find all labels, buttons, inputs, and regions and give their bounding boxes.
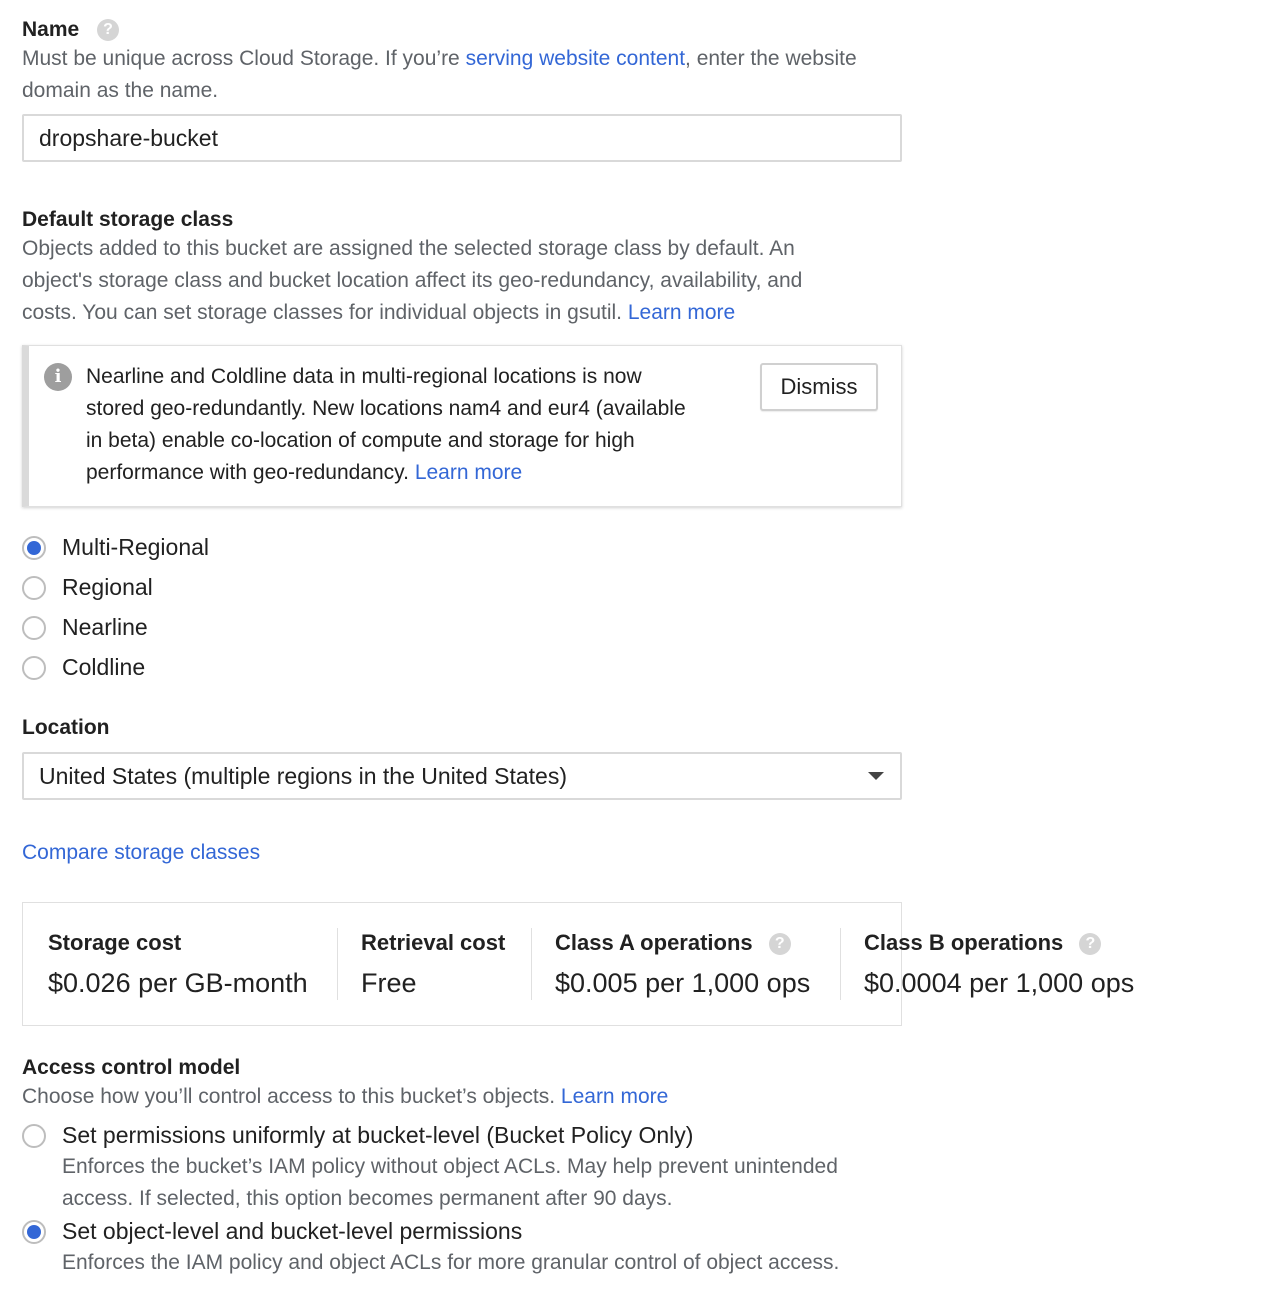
notice-line2: stored geo-redundantly. New locations nam4 and eur4 (available: [86, 397, 686, 420]
name-desc-line2: domain as the name.: [22, 79, 219, 102]
geo-redundancy-notice: [22, 345, 902, 507]
retrieval-cost-title: Retrieval cost: [361, 930, 506, 955]
bucket-name-input[interactable]: [22, 114, 902, 162]
serving-website-content-link[interactable]: serving website content: [465, 47, 686, 70]
notice-learn-more-link[interactable]: Learn more: [414, 461, 523, 484]
info-icon: i: [44, 363, 72, 391]
compare-storage-classes-link[interactable]: Compare storage classes: [22, 841, 261, 864]
storage-class-option-nearline[interactable]: [22, 614, 148, 641]
option-label-regional: Regional: [62, 574, 153, 600]
access-option-object-level[interactable]: [22, 1218, 522, 1245]
storage-class-description: [22, 233, 922, 329]
access-option1-desc-line2: access. If selected, this option becomes permanent after 90 days.: [62, 1187, 673, 1210]
question-mark-icon[interactable]: ?: [769, 933, 791, 955]
access-option1-desc-line1: Enforces the bucket’s IAM policy without object ACLs. May help prevent unintended: [62, 1155, 838, 1178]
radio-object-level[interactable]: [22, 1220, 46, 1244]
cost-summary-box: [22, 902, 902, 1026]
class-a-title-label: Class A operations: [555, 930, 753, 955]
storage-cost-value: $0.026 per GB-month: [48, 968, 308, 998]
cost-divider: [840, 928, 841, 1000]
question-mark-icon[interactable]: ?: [1079, 933, 1101, 955]
location-heading: Location: [22, 716, 110, 739]
radio-multi-regional[interactable]: [22, 536, 46, 560]
access-control-heading: Access control model: [22, 1056, 241, 1079]
name-heading: [22, 18, 119, 42]
access-option1-label: Set permissions uniformly at bucket-level (Bucket Policy Only): [62, 1122, 694, 1148]
access-learn-more-link[interactable]: Learn more: [560, 1085, 669, 1108]
access-option1-description: [62, 1151, 922, 1215]
location-selected-value: United States (multiple regions in the United States): [39, 762, 567, 789]
notice-line1: Nearline and Coldline data in multi-regional locations is now: [86, 365, 642, 388]
cost-divider: [531, 928, 532, 1000]
access-desc-text: Choose how you’ll control access to this bucket’s objects.: [22, 1085, 556, 1108]
caret-down-icon: [868, 772, 884, 780]
storage-class-learn-more-link[interactable]: Learn more: [627, 301, 736, 324]
storage-class-option-multi-regional[interactable]: [22, 534, 209, 561]
radio-selected-dot: [27, 541, 41, 555]
class-b-title-label: Class B operations: [864, 930, 1064, 955]
option-label-nearline: Nearline: [62, 614, 148, 640]
question-mark-icon[interactable]: ?: [97, 19, 119, 41]
option-label-multi-regional: Multi-Regional: [62, 534, 210, 560]
name-heading-label: Name: [22, 18, 80, 41]
access-option2-description: Enforces the IAM policy and object ACLs for more granular control of object access.: [62, 1251, 840, 1274]
access-option-bucket-policy-only[interactable]: [22, 1122, 693, 1149]
storage-class-option-regional[interactable]: [22, 574, 153, 601]
location-select[interactable]: [22, 752, 902, 800]
storage-cost-title: Storage cost: [48, 930, 182, 955]
name-desc-text-after: , enter the website: [685, 47, 857, 70]
class-a-operations-value: $0.005 per 1,000 ops: [555, 968, 811, 998]
radio-bucket-policy-only[interactable]: [22, 1124, 46, 1148]
storage-desc-line2: object's storage class and bucket location affect its geo-redundancy, availability, and: [22, 269, 803, 292]
notice-line3: in beta) enable co-location of compute and storage for high: [86, 429, 635, 452]
radio-selected-dot: [27, 1225, 41, 1239]
notice-text: [86, 361, 746, 489]
access-option2-label: Set object-level and bucket-level permissions: [62, 1218, 523, 1244]
radio-coldline[interactable]: [22, 656, 46, 680]
retrieval-cost-value: Free: [361, 968, 417, 998]
cost-divider: [337, 928, 338, 1000]
radio-regional[interactable]: [22, 576, 46, 600]
storage-class-heading: Default storage class: [22, 208, 234, 231]
bucket-name-value: dropshare-bucket: [39, 124, 218, 151]
class-b-operations-title: [864, 930, 1101, 956]
dismiss-button[interactable]: Dismiss: [760, 363, 878, 411]
option-label-coldline: Coldline: [62, 654, 146, 680]
access-control-description: [22, 1081, 668, 1113]
notice-line4: performance with geo-redundancy.: [86, 461, 409, 484]
storage-desc-line3: costs. You can set storage classes for individual objects in gsutil.: [22, 301, 622, 324]
storage-class-option-coldline[interactable]: [22, 654, 145, 681]
class-b-operations-value: $0.0004 per 1,000 ops: [864, 968, 1135, 998]
name-desc-text: Must be unique across Cloud Storage. If you’re: [22, 47, 466, 70]
class-a-operations-title: [555, 930, 791, 956]
name-description: [22, 43, 922, 107]
radio-nearline[interactable]: [22, 616, 46, 640]
storage-desc-line1: Objects added to this bucket are assigned the selected storage class by default. An: [22, 237, 795, 260]
